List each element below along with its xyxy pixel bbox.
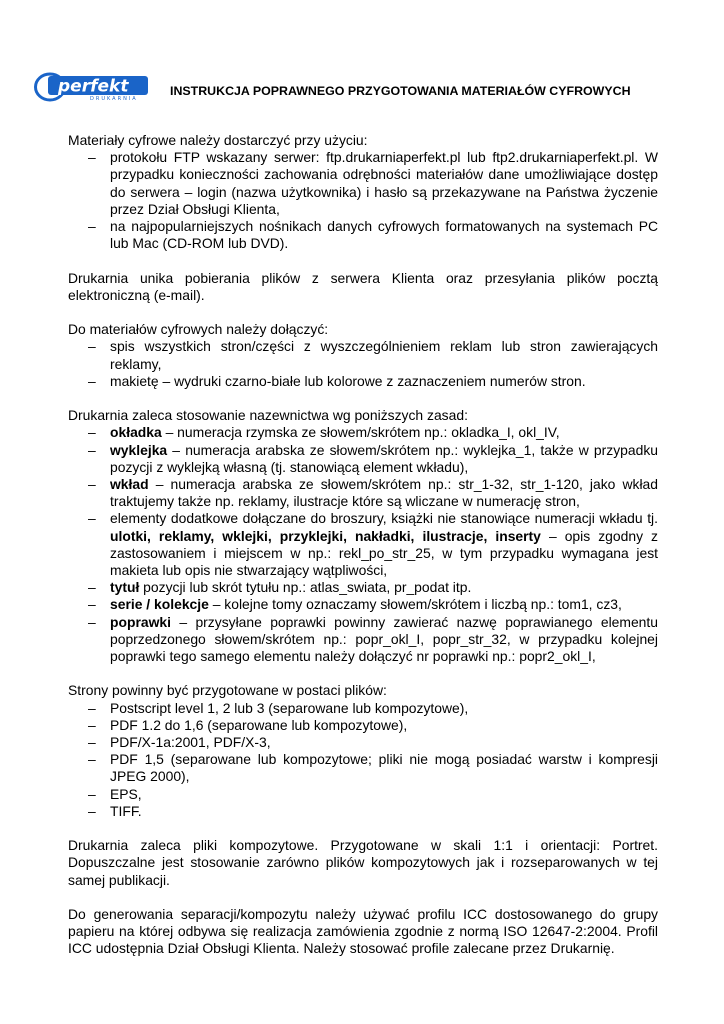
- page-title: INSTRUKCJA POPRAWNEGO PRZYGOTOWANIA MATERIAŁÓW CYFROWYCH: [170, 84, 631, 98]
- list-item: – PDF 1,5 (separowane lub kompozytowe; pliki nie mogą posiadać warstw i kompresji JPEG 2000),: [68, 751, 658, 785]
- list-item: – spis wszystkich stron/części z wyszczególnieniem reklam lub stron zawierających reklamy,: [68, 338, 658, 372]
- list-item: [68, 596, 658, 613]
- formats-section: [68, 682, 658, 820]
- list-item: [68, 424, 658, 441]
- term-label: poprawki: [110, 613, 171, 630]
- email-paragraph: Drukarnia unika pobierania plików z serwera Klienta oraz przesyłania plików pocztą elektroniczną (e-mail).: [68, 269, 658, 303]
- naming-list: [68, 424, 658, 665]
- composite-paragraph: Drukarnia zaleca pliki kompozytowe. Przygotowane w skali 1:1 i orientacji: Portret. Dopuszczalne jest stosowanie zarówno plików kompozytowych jak i rozseparowanych w tej samej publikacji.: [68, 837, 658, 888]
- delivery-list: [68, 149, 658, 252]
- list-item: [68, 614, 658, 666]
- formats-list: [68, 700, 658, 820]
- list-item: – PDF/X-1a:2001, PDF/X-3,: [68, 734, 658, 751]
- term-prefix: elementy dodatkowe dołączane do broszury, książki nie stanowiące numeracji wkładu tj.: [110, 510, 658, 527]
- list-item: – makietę – wydruki czarno-białe lub kolorowe z zaznaczeniem numerów stron.: [68, 373, 658, 390]
- term-label: wyklejka: [110, 441, 168, 458]
- icc-paragraph: Do generowania separacji/kompozytu należy używać profilu ICC dostosowanego do grupy papieru na której odbywa się realizacja zamówienia zgodnie z normą ISO 12647-2:2004. Profil ICC udostępnia Dział Obsługi Klienta. Należy stosować profile zalecane przez Drukarnię.: [68, 906, 658, 957]
- term-description: – opis zgodny z zastosowaniem i miejscem w np.: rekl_po_str_25, w tym przypadku wymagana jest makieta lub opis nie stwarzający wątpliwości,: [110, 527, 658, 579]
- term-description: – numeracja arabska ze słowem/skrótem np.: wyklejka_1, także w przypadku pozycji z wyklejką własną (tj. stanowiącą element wkładu),: [110, 441, 658, 475]
- list-item: – PDF 1.2 do 1,6 (separowane lub kompozytowe),: [68, 717, 658, 734]
- logo-text: perfekt: [58, 76, 129, 97]
- naming-section: [68, 407, 658, 665]
- list-item: – protokołu FTP wskazany serwer: ftp.drukarniaperfekt.pl lub ftp2.drukarniaperfekt.pl. W przypadku konieczności zachowania odrębności materiałów dane umożliwiające dostęp do serwera – login (nazwa użytkownika) i hasło są przekazywane na Państwa życzenie przez Dział Obsługi Klienta,: [68, 149, 658, 218]
- logo-subtext: DRUKARNIA: [90, 96, 138, 102]
- delivery-section: [68, 132, 658, 252]
- delivery-intro: Materiały cyfrowe należy dostarczyć przy użyciu:: [68, 132, 368, 148]
- list-item: – Postscript level 1, 2 lub 3 (separowane lub kompozytowe),: [68, 700, 658, 717]
- list-item: – EPS,: [68, 786, 658, 803]
- naming-intro: Drukarnia zaleca stosowanie nazewnictwa wg poniższych zasad:: [68, 407, 468, 424]
- formats-intro: Strony powinny być przygotowane w postaci plików:: [68, 682, 387, 699]
- perfekt-logo: [34, 72, 150, 102]
- term-label: okładka: [110, 424, 162, 441]
- term-description: – przysyłane poprawki powinny zawierać nazwę poprawianego elementu poprzedzonego słowem/skrótem np.: popr_okl_I, popr_str_32, w przypadku kolejnej poprawki tego samego elementu należy dołączyć nr poprawki np.: popr2_okl_I,: [110, 613, 658, 665]
- list-item: [68, 510, 658, 579]
- list-item: – na najpopularniejszych nośnikach danych cyfrowych formatowanych na systemach PC lub Mac (CD-ROM lub DVD).: [68, 218, 658, 252]
- term-description: pozycji lub skrót tytułu np.: atlas_swiata, pr_podat itp.: [139, 579, 472, 596]
- list-item: [68, 442, 658, 476]
- attach-intro: Do materiałów cyfrowych należy dołączyć:: [68, 321, 329, 338]
- term-description: – numeracja rzymska ze słowem/skrótem np.: okladka_I, okl_IV,: [161, 424, 560, 441]
- document-body: [68, 132, 658, 958]
- term-label: wkład: [110, 476, 149, 493]
- list-item: – TIFF.: [68, 803, 658, 820]
- list-item: [68, 476, 658, 510]
- term-description: – numeracja arabska ze słowem/skrótem np.: str_1-32, str_1-120, jako wkład traktujemy także np. reklamy, ilustracje które są wliczane w numerację stron,: [110, 476, 658, 510]
- attach-list: [68, 338, 658, 390]
- attach-section: [68, 321, 658, 390]
- term-label: ulotki, reklamy, wklejki, przyklejki, nakładki, ilustracje, inserty: [110, 527, 541, 544]
- term-label: serie / kolekcje: [110, 596, 209, 613]
- term-description: – kolejne tomy oznaczamy słowem/skrótem i liczbą np.: tom1, cz3,: [208, 596, 622, 613]
- term-label: tytuł: [110, 579, 140, 596]
- list-item: [68, 579, 658, 596]
